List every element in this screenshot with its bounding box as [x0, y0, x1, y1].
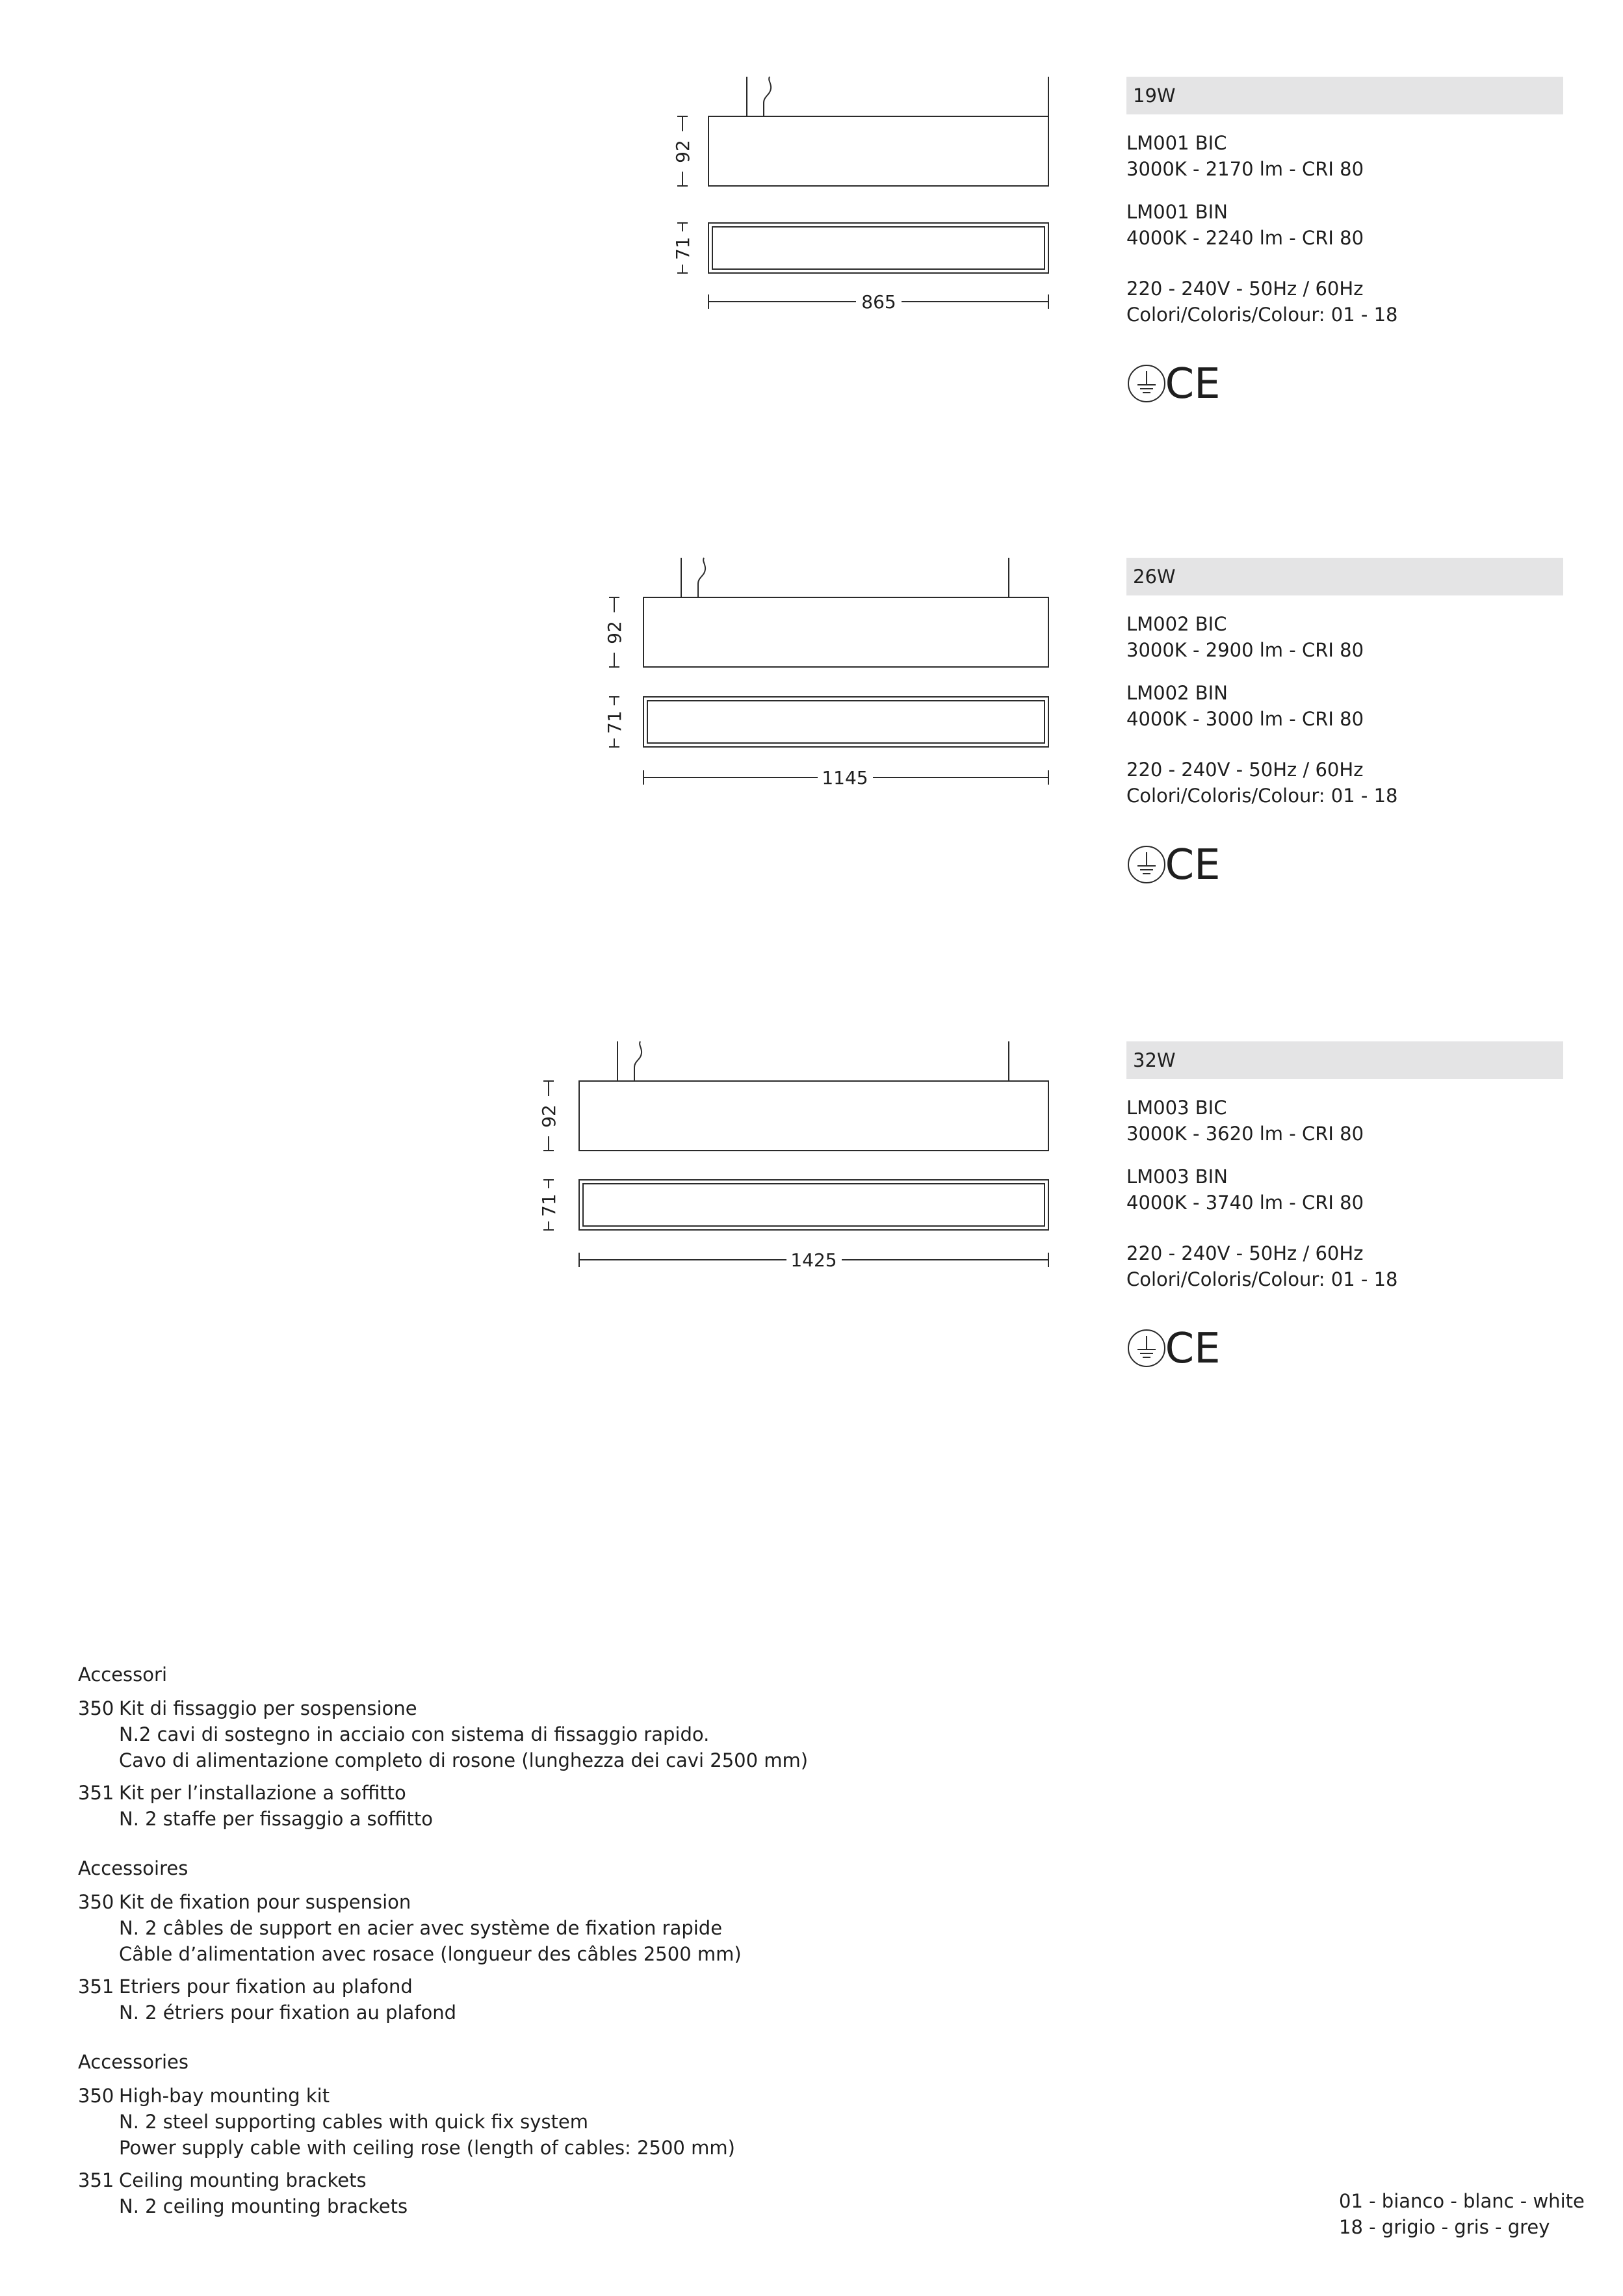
variant-bin — [1126, 1164, 1563, 1216]
wattage-header: 32W — [1126, 1041, 1563, 1079]
accessories-title: Accessori — [78, 1663, 167, 1686]
earth-ground-icon — [1126, 844, 1167, 885]
product-32w — [0, 1041, 1623, 1379]
colours: Colori/Coloris/Colour: 01 - 18 — [1126, 304, 1398, 326]
accessory-item — [78, 1780, 1053, 1832]
depth-dimension-label: 71 — [538, 1194, 560, 1217]
variant-bin — [1126, 680, 1563, 732]
accessory-name: Kit di fissaggio per sospensione — [119, 1697, 417, 1719]
power-info — [1126, 1240, 1563, 1292]
length-dimension-label: 865 — [861, 291, 896, 313]
variant-code: LM001 BIC — [1126, 132, 1227, 154]
power-cable — [634, 1041, 642, 1081]
power-info — [1126, 757, 1563, 809]
accessory-code: 350 — [78, 1891, 114, 1913]
height-dimension-label: 92 — [604, 621, 625, 644]
wattage-header: 26W — [1126, 558, 1563, 595]
svg-text:CE: CE — [1165, 1325, 1221, 1373]
accessory-detail: Power supply cable with ceiling rose (length of cables: 2500 mm) — [119, 2137, 735, 2159]
variant-code: LM002 BIC — [1126, 613, 1227, 635]
variant-specs: 3000K - 3620 lm - CRI 80 — [1126, 1123, 1364, 1145]
accessory-name: Kit de fixation pour suspension — [119, 1891, 411, 1913]
variant-specs: 4000K - 3740 lm - CRI 80 — [1126, 1192, 1364, 1214]
colour-key-entry: 01 - bianco - blanc - white — [1339, 2190, 1585, 2212]
product-19w — [0, 77, 1623, 415]
certification-marks — [1126, 358, 1563, 410]
accessory-code: 351 — [78, 1782, 114, 1804]
wattage-header: 19W — [1126, 77, 1563, 114]
accessories-title: Accessoires — [78, 1857, 188, 1879]
svg-text:CE: CE — [1165, 841, 1221, 889]
accessory-code: 351 — [78, 1976, 114, 1998]
accessory-item — [78, 2167, 1053, 2219]
accessories-it — [78, 1662, 1053, 1832]
voltage: 220 - 240V - 50Hz / 60Hz — [1126, 759, 1364, 781]
variant-code: LM002 BIN — [1126, 682, 1228, 704]
variant-specs: 3000K - 2900 lm - CRI 80 — [1126, 639, 1364, 661]
accessories-fr — [78, 1855, 1053, 2026]
luminaire-bottom-view — [579, 1180, 1048, 1230]
variant-specs: 4000K - 3000 lm - CRI 80 — [1126, 708, 1364, 730]
variant-specs: 3000K - 2170 lm - CRI 80 — [1126, 158, 1364, 180]
accessory-item — [78, 1974, 1053, 2026]
accessory-name: Etriers pour fixation au plafond — [119, 1976, 413, 1998]
length-dimension-label: 1145 — [822, 767, 868, 789]
accessory-detail: Cavo di alimentazione completo di rosone (lunghezza dei cavi 2500 mm) — [119, 1749, 809, 1771]
accessory-name: Kit per l’installazione a soffitto — [119, 1782, 406, 1804]
ce-mark-icon — [1165, 841, 1221, 889]
luminaire-front-view — [579, 1081, 1048, 1151]
length-dimension-label: 1425 — [790, 1249, 837, 1271]
accessory-detail: N. 2 ceiling mounting brackets — [119, 2195, 408, 2217]
certification-marks — [1126, 1322, 1563, 1374]
earth-ground-icon — [1126, 363, 1167, 404]
accessory-detail: N. 2 steel supporting cables with quick fix system — [119, 2111, 589, 2133]
variant-bic — [1126, 130, 1563, 182]
colour-key-entry: 18 - grigio - gris - grey — [1339, 2216, 1550, 2238]
variant-code: LM001 BIN — [1126, 201, 1228, 223]
accessory-item — [78, 1695, 1053, 1773]
accessory-detail: N.2 cavi di sostegno in acciaio con sistema di fissaggio rapido. — [119, 1723, 710, 1745]
accessory-detail: N. 2 câbles de support en acier avec système de fixation rapide — [119, 1917, 723, 1939]
technical-drawing — [0, 77, 1105, 415]
accessory-code: 350 — [78, 2085, 114, 2107]
luminaire-bottom-view — [643, 697, 1048, 747]
accessory-item — [78, 2083, 1053, 2161]
height-dimension-label: 92 — [538, 1104, 560, 1128]
svg-text:CE: CE — [1165, 360, 1221, 408]
colours: Colori/Coloris/Colour: 01 - 18 — [1126, 1268, 1398, 1290]
accessories-section — [78, 1662, 1053, 2243]
technical-drawing — [0, 1041, 1105, 1379]
spec-block — [1126, 77, 1563, 410]
product-26w — [0, 558, 1623, 896]
accessory-detail: N. 2 étriers pour fixation au plafond — [119, 2002, 457, 2024]
spec-block — [1126, 1041, 1563, 1374]
accessory-code: 350 — [78, 1697, 114, 1719]
variant-bic — [1126, 611, 1563, 663]
power-cable — [764, 77, 771, 116]
accessory-detail: N. 2 staffe per fissaggio a soffitto — [119, 1808, 433, 1830]
power-cable — [698, 558, 705, 597]
certification-marks — [1126, 839, 1563, 891]
luminaire-bottom-view — [708, 223, 1048, 273]
ce-mark-icon — [1165, 360, 1221, 408]
accessories-en — [78, 2049, 1053, 2219]
luminaire-front-view — [643, 597, 1048, 667]
depth-dimension-label: 71 — [672, 237, 694, 260]
spec-block — [1126, 558, 1563, 891]
luminaire-front-view — [708, 116, 1048, 186]
depth-dimension-label: 71 — [604, 711, 625, 734]
accessory-detail: Câble d’alimentation avec rosace (longueur des câbles 2500 mm) — [119, 1943, 742, 1965]
accessory-name: Ceiling mounting brackets — [119, 2169, 367, 2191]
variant-code: LM003 BIN — [1126, 1166, 1228, 1188]
power-info — [1126, 276, 1563, 328]
colours: Colori/Coloris/Colour: 01 - 18 — [1126, 785, 1398, 807]
accessory-name: High-bay mounting kit — [119, 2085, 330, 2107]
accessories-title: Accessories — [78, 2051, 188, 2073]
colour-key — [1339, 2188, 1585, 2240]
accessory-code: 351 — [78, 2169, 114, 2191]
variant-specs: 4000K - 2240 lm - CRI 80 — [1126, 227, 1364, 249]
variant-code: LM003 BIC — [1126, 1097, 1227, 1119]
technical-drawing — [0, 558, 1105, 896]
earth-ground-icon — [1126, 1328, 1167, 1368]
voltage: 220 - 240V - 50Hz / 60Hz — [1126, 278, 1364, 300]
variant-bin — [1126, 199, 1563, 251]
accessory-item — [78, 1889, 1053, 1967]
voltage: 220 - 240V - 50Hz / 60Hz — [1126, 1242, 1364, 1264]
ce-mark-icon — [1165, 1325, 1221, 1373]
height-dimension-label: 92 — [672, 140, 694, 163]
variant-bic — [1126, 1095, 1563, 1147]
